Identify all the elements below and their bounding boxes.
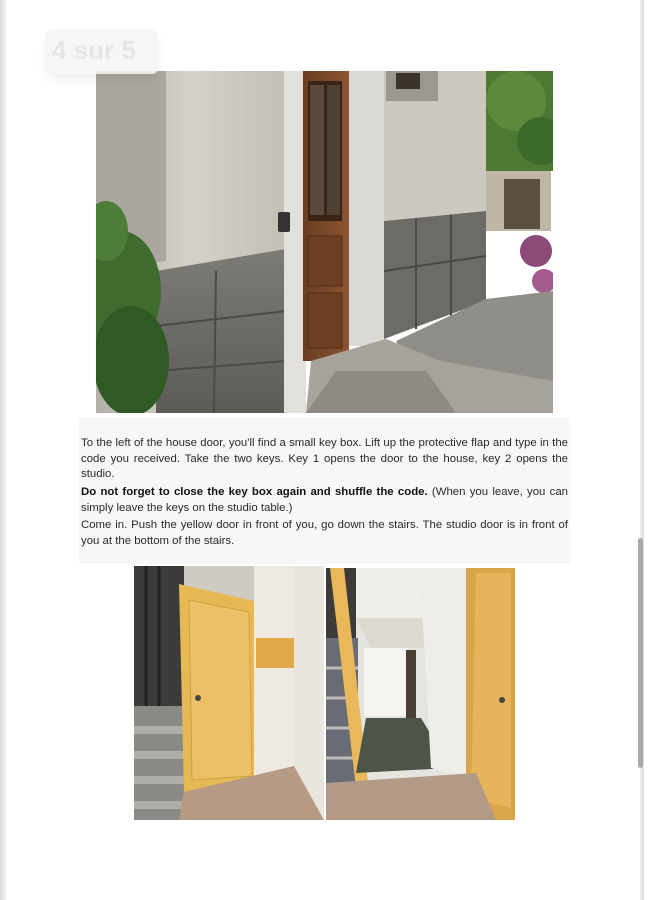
yellow-door-photo [134, 566, 324, 820]
bold-warning: Do not forget to close the key box again and shuffle the code. [81, 486, 428, 498]
stairs-to-studio-photo [326, 568, 515, 820]
house-entrance-photo [96, 71, 553, 413]
page-indicator: 4 sur 5 [46, 30, 158, 74]
instruction-paragraph-stairs: Come in. Push the yellow door in front of you, go down the stairs. The studio door is in front of you at the bottom of the stairs. [81, 519, 568, 547]
instructions-text-block [79, 417, 570, 564]
scrollbar-thumb[interactable] [638, 538, 643, 768]
instruction-paragraph-close-box [81, 485, 568, 516]
paragraph-continuation: (When you leave, you can simply leave the keys on the studio table.) [81, 486, 568, 514]
page-edge [0, 0, 6, 900]
instruction-paragraph-key-box: To the left of the house door, you'll find a small key box. Lift up the protective flap and type in the code you received. Take the two keys. Key 1 opens the door to the house, key 2 opens the studio. [81, 437, 568, 480]
